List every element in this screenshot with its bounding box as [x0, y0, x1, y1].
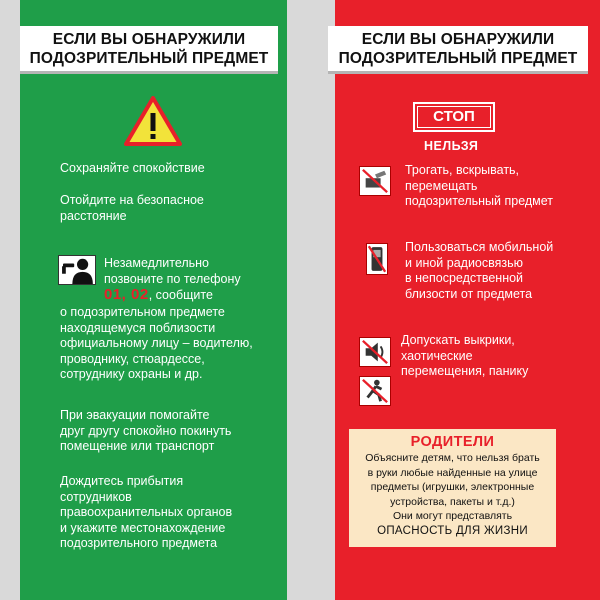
instruction-evacuation: При эвакуации помогайте друг другу спокойно покинуть помещение или транспорт	[60, 408, 232, 453]
forbidden-panic: Допускать выкрики, хаотические перемещения, панику	[401, 333, 529, 378]
header-line2: ПОДОЗРИТЕЛЬНЫЙ ПРЕДМЕТ	[338, 50, 578, 67]
header-line1: ЕСЛИ ВЫ ОБНАРУЖИЛИ	[361, 31, 555, 48]
stop-sign: СТОП	[413, 102, 495, 132]
header-line2: ПОДОЗРИТЕЛЬНЫЙ ПРЕДМЕТ	[29, 50, 269, 67]
parents-notice: РОДИТЕЛИ Объясните детям, что нельзя брать в руки любые найденные на улице предметы (игрушки, электронные устройства, пакеты и т.д.) Они могут представлять ОПАСНОСТЬ ДЛЯ ЖИЗНИ	[349, 429, 556, 547]
parents-title: РОДИТЕЛИ	[410, 434, 495, 450]
red-header	[328, 26, 588, 74]
no-running-icon	[359, 376, 391, 406]
green-header	[20, 26, 278, 74]
instruction-distance: Отойдите на безопасное расстояние	[60, 193, 204, 223]
no-shouting-icon	[359, 337, 391, 367]
person-phone-icon	[58, 255, 96, 285]
emergency-numbers: 01, 02	[104, 286, 149, 303]
no-touch-icon	[359, 166, 391, 196]
instruction-calm: Сохраняйте спокойствие	[60, 161, 205, 175]
exclamation-triangle-icon	[124, 96, 182, 146]
forbidden-label: НЕЛЬЗЯ	[424, 139, 479, 153]
instruction-call-details: о подозрительном предмете находящемуся поблизости официальному лицу – водителю, проводнику, стюардессе, сотруднику охраны и др.	[60, 305, 253, 381]
instruction-wait: Дождитесь прибытия сотрудников правоохранительных органов и укажите местонахождение подозрительного предмета	[60, 474, 233, 550]
instruction-call: Незамедлительно позвоните по телефону 01, 02, сообщите	[104, 256, 241, 303]
forbidden-touch: Трогать, вскрывать, перемещать подозрительный предмет	[405, 163, 554, 208]
danger-label: ОПАСНОСТЬ ДЛЯ ЖИЗНИ	[377, 524, 528, 537]
no-mobile-phone-icon	[366, 243, 388, 275]
forbidden-mobile: Пользоваться мобильной и иной радиосвязью в непосредственной близости от предмета	[405, 240, 554, 301]
header-line1: ЕСЛИ ВЫ ОБНАРУЖИЛИ	[52, 31, 246, 48]
